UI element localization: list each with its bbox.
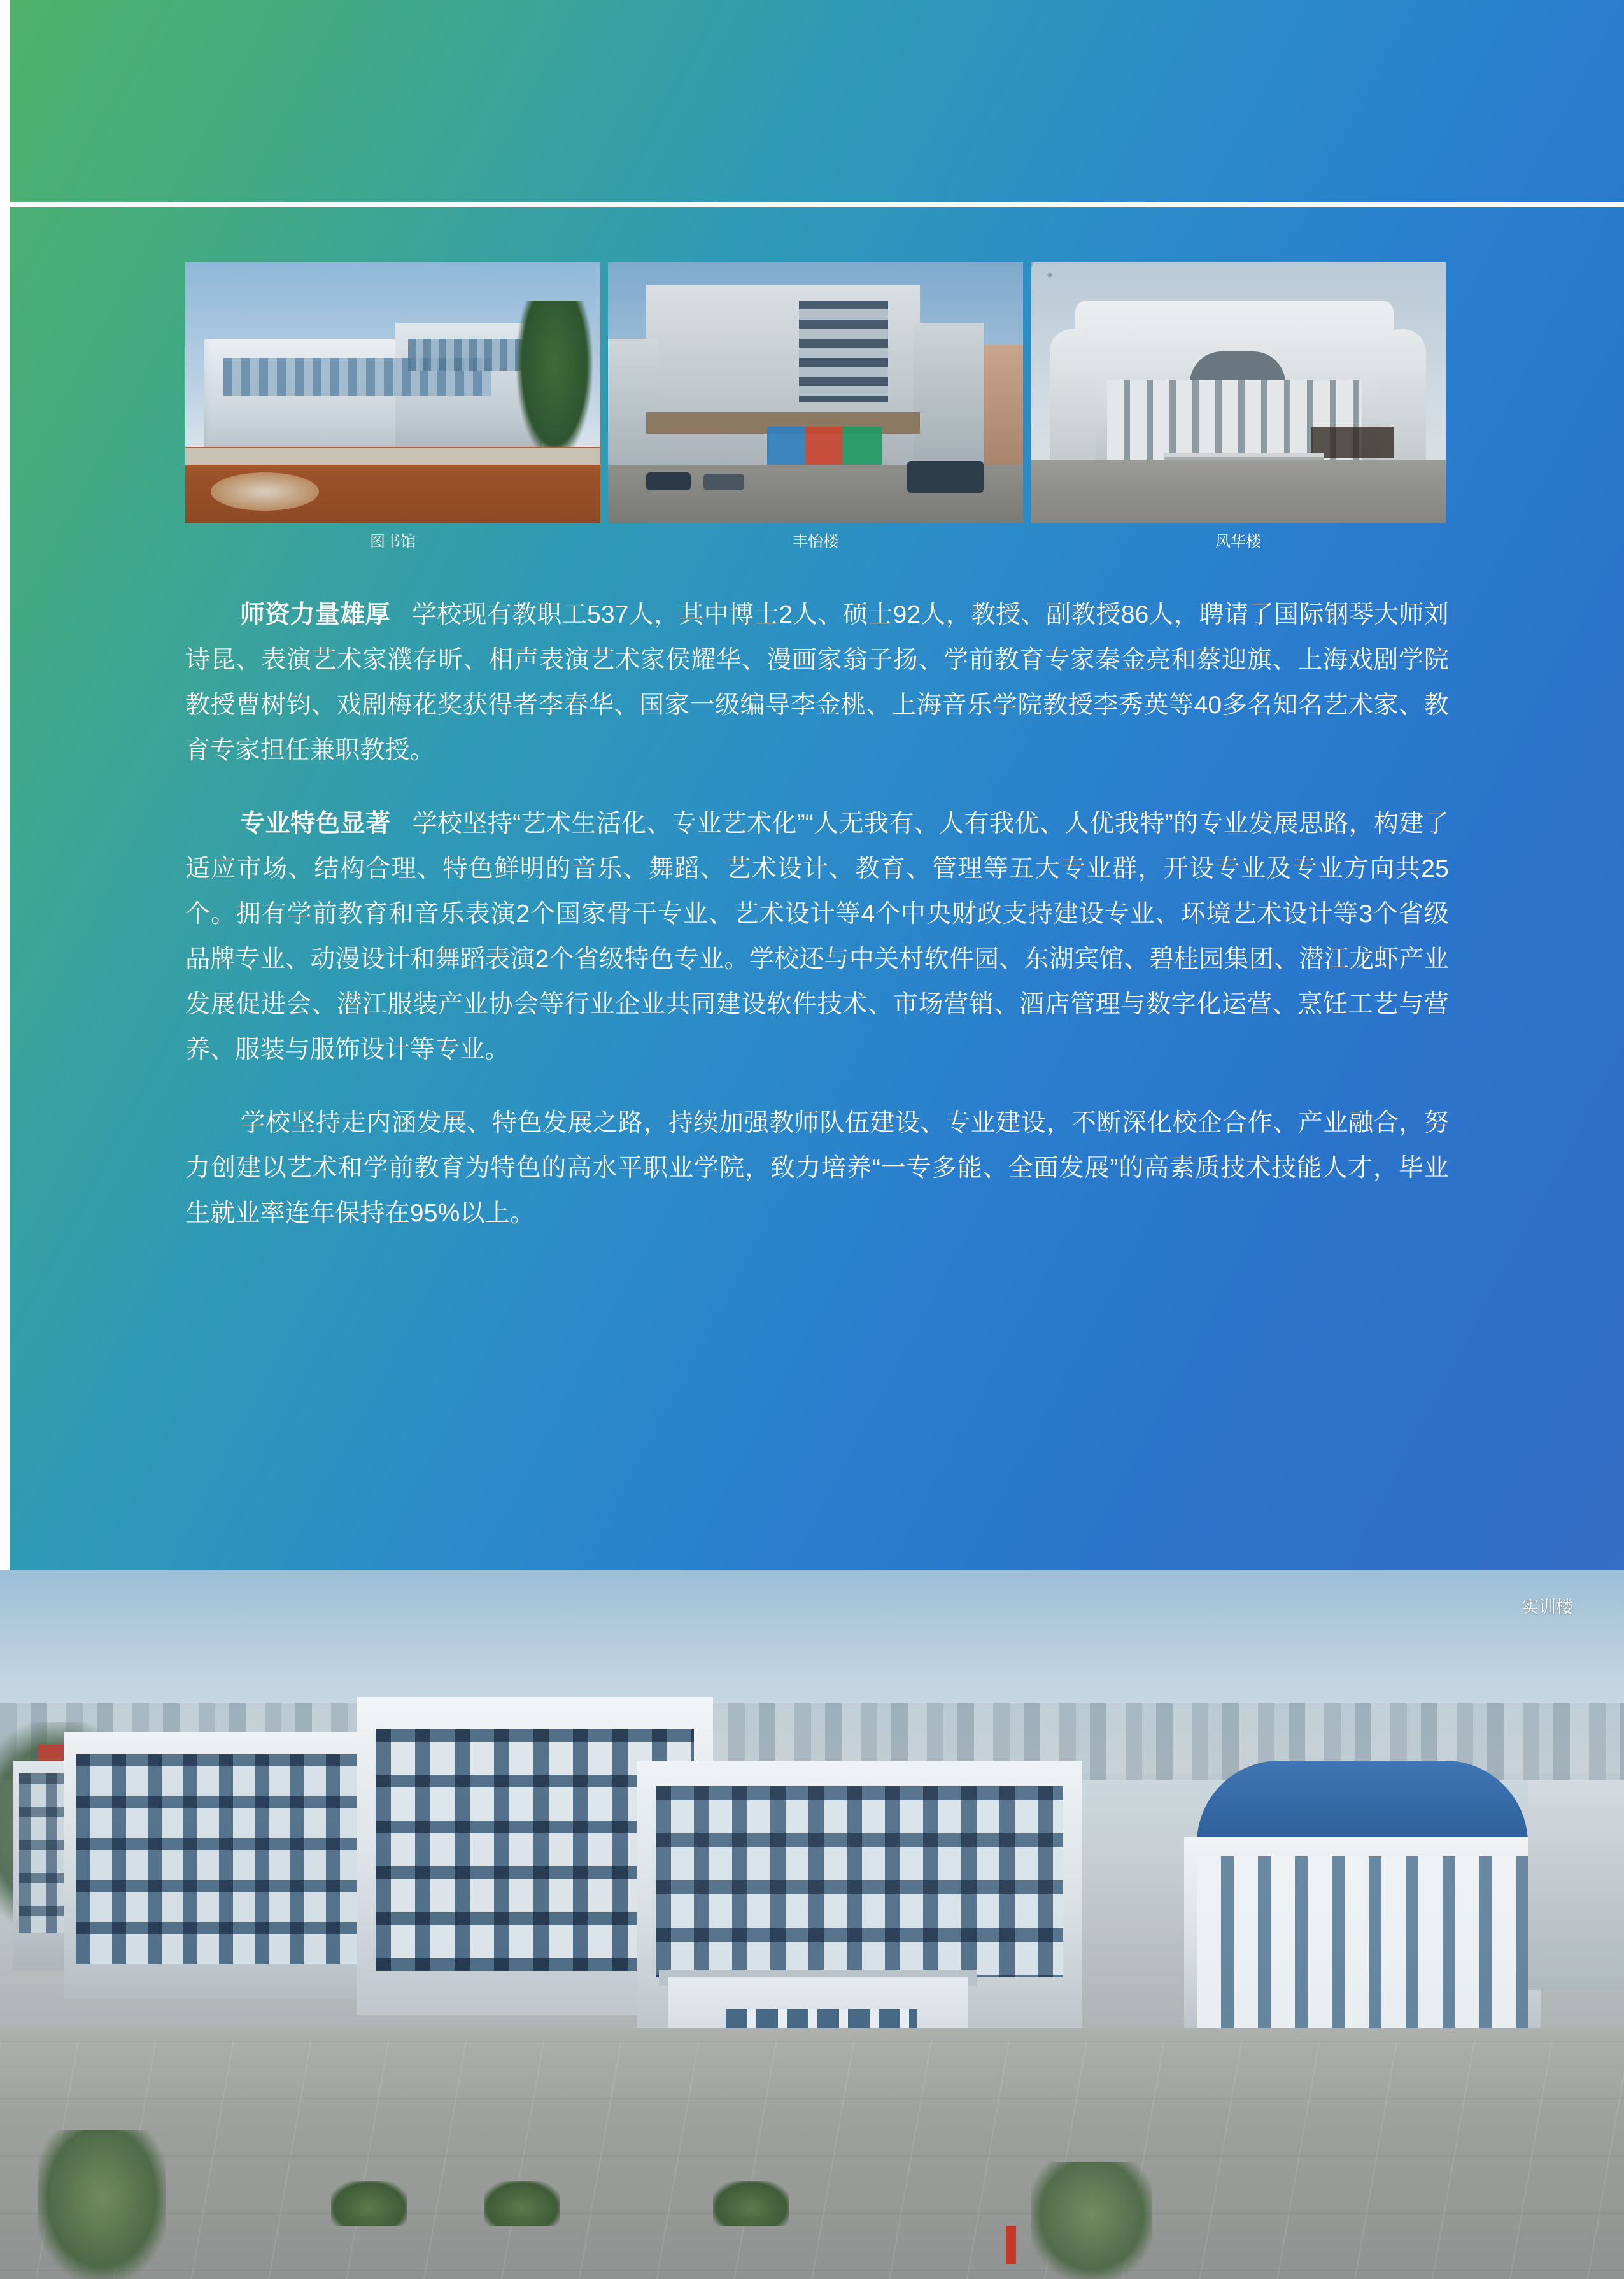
library-tree (516, 301, 593, 460)
fenghua-photo (1031, 262, 1446, 523)
paragraph-development (185, 1100, 1449, 1236)
fengyi-car-1 (646, 472, 691, 490)
fengyi-background-building (977, 345, 1023, 466)
library-fountain (211, 472, 319, 511)
top-gradient-band (10, 0, 1624, 202)
library-glass-facade-upper (408, 339, 529, 371)
fengyi-poster-wall (767, 427, 882, 465)
fengyi-photo-caption: 丰怡楼 (793, 533, 838, 550)
hero-right-building (1528, 1780, 1624, 1990)
hero-blue-dome (1197, 1761, 1528, 1843)
fengyi-car-2 (703, 474, 744, 490)
library-walkway (185, 448, 600, 465)
training-building-hero-photo (0, 1570, 1624, 2279)
hero-flag-marker (1006, 2226, 1016, 2264)
fengyi-building-right-wing (914, 323, 984, 466)
library-photo-caption: 图书馆 (370, 533, 416, 550)
fenghua-arch-window (1190, 351, 1285, 383)
paragraph-development-body: 学校坚持走内涵发展、特色发展之路，持续加强教师队伍建设、专业建设，不断深化校企合作、产业融合，努力创建以艺术和学前教育为特色的高水平职业学院，致力培养“一专多能、全面发展”的高素质技术技能人才，毕业生就业率连年保持在95%以上。 (185, 1109, 1449, 1227)
photo-caption-row (185, 532, 1446, 555)
hero-photo-label: 实训楼 (1522, 1598, 1573, 1617)
paragraph-programs (185, 801, 1449, 1072)
hero-foreground-tree-left (38, 2130, 166, 2279)
building-photo-strip (185, 262, 1446, 523)
hero-center-wing-windows (656, 1786, 1063, 1977)
hero-shrub-2 (484, 2181, 560, 2226)
hero-shrub-1 (331, 2181, 407, 2226)
fenghua-tower-left (1050, 329, 1096, 466)
fenghua-photo-caption: 风华楼 (1215, 533, 1261, 550)
fengyi-bus (907, 461, 984, 493)
hero-dome-colonnade (1197, 1856, 1528, 2041)
hero-plaza-paving (0, 2041, 1624, 2279)
library-photo (185, 262, 600, 523)
hero-foreground-tree-right (1031, 2162, 1152, 2279)
fengyi-photo (608, 262, 1023, 523)
hero-shrub-3 (713, 2181, 789, 2226)
paragraph-programs-body: 学校坚持“艺术生活化、专业艺术化”“人无我有、人有我优、人优我特”的专业发展思路，构建了适应市场、结构合理、特色鲜明的音乐、舞蹈、艺术设计、教育、管理等五大专业群，开设专业及专业方向共25个。拥有学前教育和音乐表演2个国家骨干专业、艺术设计等4个中央财政支持建设专业、环境艺术设计等3个省级品牌专业、动漫设计和舞蹈表演2个省级特色专业。学校还与中关村软件园、东湖宾馆、碧桂园集团、潜江龙虾产业发展促进会、潜江服装产业协会等行业企业共同建设软件技术、市场营销、酒店管理与数字化运营、烹饪工艺与营养、服装与服饰设计等专业。 (185, 810, 1449, 1063)
fenghua-ground (1031, 460, 1446, 523)
paragraph-faculty (185, 592, 1449, 773)
header-divider-rule (10, 202, 1624, 207)
body-content (185, 592, 1449, 1264)
paragraph-faculty-body: 学校现有教职工537人，其中博士2人、硕士92人，教授、副教授86人，聘请了国际钢琴大师刘诗昆、表演艺术家濮存昕、相声表演艺术家侯耀华、漫画家翁子扬、学前教育专家秦金亮和蔡迎旗、上海戏剧学院教授曹树钧、戏剧梅花奖获得者李春华、国家一级编导李金桃、上海音乐学院教授李秀英等40多名知名艺术家、教育专家担任兼职教授。 (185, 601, 1449, 764)
paragraph-programs-lead: 专业特色显著 (240, 810, 391, 837)
fengyi-window-grid (799, 301, 888, 402)
fengyi-building-left-wing (608, 339, 659, 466)
paragraph-faculty-lead: 师资力量雄厚 (240, 601, 390, 628)
